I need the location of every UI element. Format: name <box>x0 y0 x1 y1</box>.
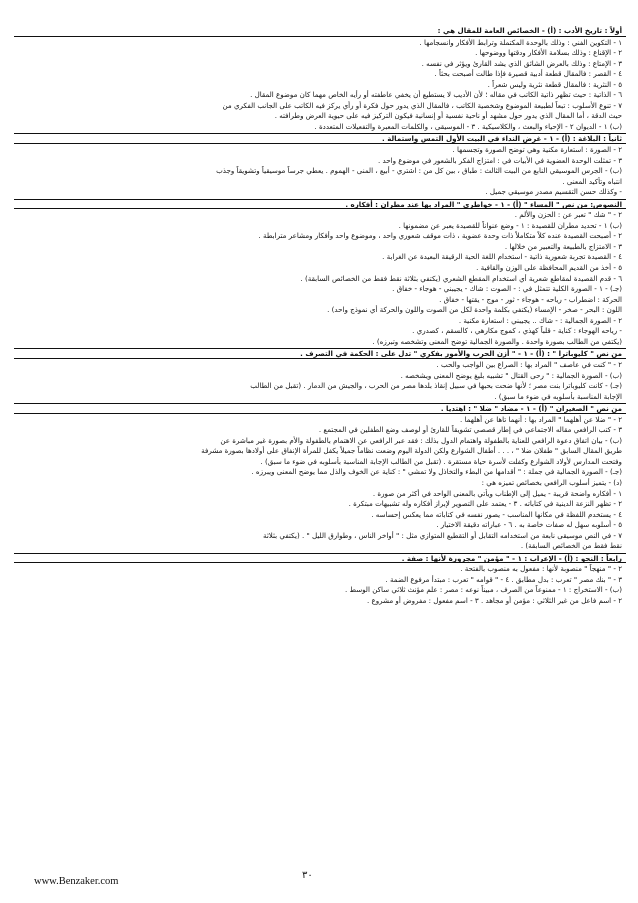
answer-line: (ب) - الجرس الموسيقي النابع من البيت الثالث : طباق ، بين كل من : اشتري - أبيع ، المنى - الهموم . يعطي جرساً موسيقياً وتشويقاً وجذب <box>216 166 622 176</box>
answer-line: ٢ - " ضلا عن أهلهما " المراد بها : أنهما تاها عن أهلهما . <box>459 414 622 424</box>
answer-line: حيث الدقة ، أما المقال الذي يدور حول مشهد أو ناحية نفسية أو إنسانية فيكون التركيز فيه على حيوية العرض وطرافته . <box>274 111 622 121</box>
answer-line: ٢ - تظهر النزعة الدينية في كتاباته . ٣ - يعتمد على التصوير لإبراز أفكاره وله تشبيهات مبتكرة . <box>348 499 622 509</box>
answer-line: ٣ - " بنك مصر " تعرب : بدل مطابق . ٤ - " قوامه " تعرب : مبتدأ مرفوع الضمة . <box>385 574 622 584</box>
answer-line: ٢ - الصورة : استعارة مكنية وهي توضح الصورة وتجسمها . <box>452 145 622 155</box>
answer-line: ١ - أفكاره واضحة قريبة - يميل إلى الإطناب ويأتي بالمعنى الواحد في أكثر من صورة . <box>372 488 622 498</box>
answer-line: انتباه وتأكيد المعنى . <box>562 176 622 186</box>
answer-line: (ب) - بيان اتفاق دعوة الرافعي للعناية بالطفولة واهتمام الدول بذلك : فقد عبر الرافعي عن الاهتمام بالطفولة والأم بصورة غير مباشرة عن <box>220 435 622 445</box>
answer-line: ٥ - النثرية : فالمقال قطعة نثرية وليس شعراً . <box>487 79 622 89</box>
answer-line: ٣ - كتب الرافعي مقاله الاجتماعي في إطار قصصي تشويقاً للقارئ أو لوصف وضع الطفلين في المجتمع . <box>318 425 622 435</box>
answer-line: ٢ - " كنت في عاصف " المراد بها : الصراع بين الواجب والحب . <box>436 359 622 369</box>
answer-line: اللون : البحر - صخر - الإمساء (يكتفي بكلمة واحدة لكل من الصوت واللون والحركة أي نموذج واحد) . <box>327 305 622 315</box>
answer-line: نقط فقط من الخصائص السابقة) . <box>520 541 622 551</box>
answer-line: ٦ - قدم القصيدة لمقاطع شعرية أي استخدام المقطع الشعري (يكتفي بثلاثة نقط فقط من الخصائص السابقة) . <box>300 273 622 283</box>
page-footer <box>0 870 638 892</box>
page-number: ٣٠ <box>302 870 313 881</box>
answer-line: الحركة : اضطراب - رياحه - هوجاء - ثور - موج - يقتها - خفاق . <box>439 294 622 304</box>
answer-line: ٥ - أسلوبه سهل له صفات خاصة به . ٦ - عباراته دقيقة الاختيار . <box>436 520 622 530</box>
answer-line: (ب) ١ - الديوان ٢ - الإحياء والبعث ، والكلاسيكية . ٣ - الموسيقى ، والكلمات المعبرة والتفعيلات المتعددة . <box>314 121 622 131</box>
answer-line: الإجابة المناسبة بأسلوبه في ضوء ما سبق) . <box>494 391 622 401</box>
answer-line: ١ - التكوين الفني : وذلك بالوحدة المكتملة وترابط الأفكار وانسجامها . <box>419 37 622 47</box>
answer-lines <box>14 26 626 607</box>
section-heading: رابعاً : النحو : (أ) - الإعراب : ١ - " مؤمن " مجرورة لأنها : صفة . <box>14 553 626 564</box>
answer-line: ٤ - يستخدم اللفظة في مكانها المناسب - يصور نفسه في كتاباته مما يعكس إحساسه . <box>371 509 622 519</box>
answer-line: (جـ) - ١ - الصورة الكلية تتمثل في : - الصوت : شاك - يجيبني - هوجاء - خفاق . <box>392 284 622 294</box>
section-heading: النصوص: من نص " المساء " (أ) - ١ - خواطري " المراد بها عند مطران : أفكاره . <box>14 199 626 210</box>
answer-line: (ب) ١ - تحديد مطران للقصيدة : ١ - وضع عنواناً للقصيدة يعبر عن مضمونها . <box>398 220 622 230</box>
answer-line: ٤ - القصر : فالمقال قطعة أدبية قصيرة فإذا طالت أصبحت بحثاً . <box>434 69 622 79</box>
answer-line: ٧ - تنوع الأسلوب : تبعاً لطبيعة الموضوع وشخصية الكاتب ، فالمقال الذي يدور حول فكرة أو رأي يركز فيه الكاتب على الجانب الفكري من <box>222 100 622 110</box>
answer-line: ٥ - أخذ من القديم المحافظة على الوزن والقافية . <box>476 263 622 273</box>
answer-line: طريق المقال السابق " طفلان ضلا " ، . . . أطفال الشوارع ولكن الدولة اليوم وضعت نظاماً جميلاً يكفل للمرأة الإنفاق على أولادها بصورة مشرفة <box>201 446 622 456</box>
answer-line: (ب) - الصورة الجمالية : " رحى القتال " تشبيه بليغ يوضح المعنى ويشخصه . <box>400 370 622 380</box>
answer-line: - رياحه الهوجاء : كناية - قلباً كهذي ، كموج مكارهي ، كالسقم ، كصدري . <box>412 326 622 336</box>
section-heading: من نص " كليوباترا " : (أ) - ١ - " أزن الحرب والأمور بفكري " تدل على : الحكمة في التصرف . <box>14 348 626 359</box>
answer-line: ٢ - أصبحت القصيدة عنده كلاً متكاملاً ذات وحدة عضوية ، ذات موقف شعوري واحد ، وموضوع واحد وأفكار ومشاعر مترابطة . <box>258 231 622 241</box>
answer-line: ٢ - اسم فاعل من غير الثلاثي : مؤمن أو مجاهد . ٣ - اسم مفعول : مفروض أو مشروع . <box>366 595 622 605</box>
website-url[interactable]: www.Benzaker.com <box>34 876 119 887</box>
answer-line: ٢ - الإقناع : وذلك بسلامة الأفكار ودقتها ووضوحها . <box>475 48 622 58</box>
answer-line: (جـ) - الصورة الجمالية في جملة : " أقدامها من البطء والتخاذل ولا تمشي " : كناية عن الخوف والذل مما يوضح المعنى ويبرزه . <box>251 467 622 477</box>
answer-line: ٣ - تمثلت الوحدة العضوية في الأبيات في : امتزاج الفكر بالشعور في موضوع واحد . <box>378 155 622 165</box>
answer-line: ٤ - القصيدة تجربة شعورية ذاتية - استخدام اللغة الحية الرقيقة البعيدة عن الغرابة . <box>382 252 622 262</box>
answer-line: ٢ - " منهجاً " منصوبة لأنها : مفعول به منصوب بالفتحة . <box>460 564 622 574</box>
answer-sheet <box>14 26 626 856</box>
section-heading: من نص " الصغيران " (أ) - ١ - مضاد " ضلا " : اهتديا . <box>14 403 626 414</box>
answer-line: ٦ - الذاتية : حيث تظهر ذاتية الكاتب في مقاله ؛ لأن الأديب لا يستطيع أن يخفي عاطفته أو رأيه الخاص مهما كان موضوع المقال . <box>250 90 622 100</box>
answer-line: (يكتفي من الطالب بصورة واحدة . والصورة الجمالية توضح المعنى وتشخصه وتبرزه) . <box>372 336 622 346</box>
answer-line: ٣ - الإمتاع : وذلك بالعرض الشائق الذي يشد القارئ ويؤثر في نفسه . <box>421 58 622 68</box>
answer-line: ٣ - الامتزاج بالطبيعة والتعبير من خلالها . <box>504 241 622 251</box>
answer-line: ٢ - الصورة الجمالية : - شاك .. يجيبني : استعارة مكنية . <box>458 315 622 325</box>
answer-line: ٢ - " شك " تعبر عن : الحزن والألم . <box>514 210 622 220</box>
answer-line: - وكذلك حسن التقسيم مصدر موسيقي جميل . <box>485 187 622 197</box>
answer-line: (ب) - الاستخراج : ١ - ممنوعاً من الصرف ، مبيناً نوعه : مصر : علم مؤنث ثلاثي ساكن الوسط . <box>344 585 622 595</box>
answer-line: وفتحت المدارس لأولاد الشوارع وكفلت لأسرة حياة مستقرة . (تقبل من الطالب الإجابة المناسبة بأسلوبه في ضوء ما سبق) . <box>260 456 622 466</box>
answer-line: (د) - يتميز أسلوب الرافعي بخصائص تميزه هي : <box>481 477 622 487</box>
answer-line: (جـ) - كانت كليوباترا بنت مصر ؛ لأنها ضحت بحبها في سبيل إنقاذ بلدها مصر من الحرب ، والجيش من الدمار . (تقبل من الطالب <box>250 381 622 391</box>
section-heading: أولاً : تاريخ الأدب : (أ) - الخصائص العامة للمقال هي : <box>14 26 626 37</box>
answer-line: ٧ - في النص موسيقى نابعة من استخدامه التقابل أو التقطيع المتوازي مثل : " أواخر الناس ، وطوارق الليل " . (يكتفي بثلاثة <box>263 530 622 540</box>
section-heading: ثانياً : البلاغة : (أ) - ١ - غرض النداء في البيت الأول التمس واستمالة . <box>14 133 626 144</box>
